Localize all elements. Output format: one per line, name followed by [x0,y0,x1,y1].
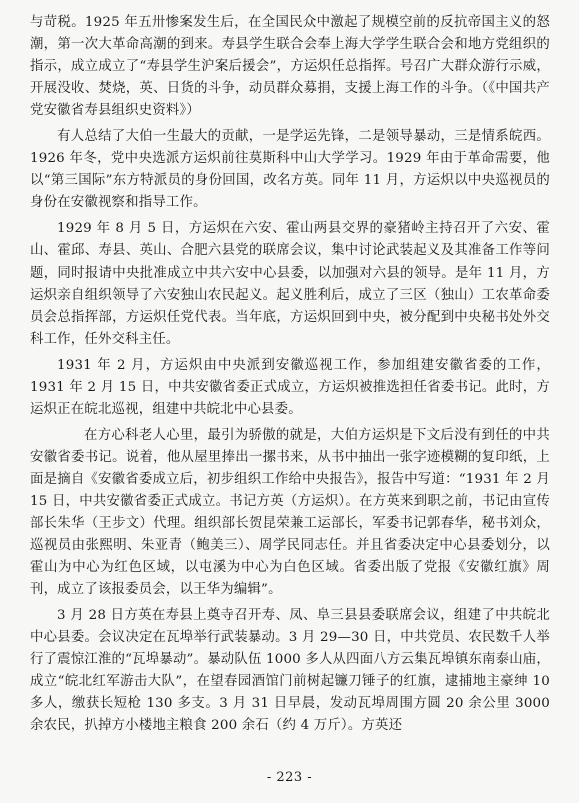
paragraph-3: 1929 年 8 月 5 日，方运炽在六安、霍山两县交界的豪猪岭主持召开了六安、霍山、霍邱、寿县、英山、合肥六县党的联席会议，集中讨论武装起义及其准备工作等问题，同时报请中央批准成立中共六安中心县委，以加强对六县的领导。是年 11 月，方运炽亲自组织领导了六安独山农民起义。起义胜利后，成立了三区（独山）工农革命委员会总指挥部，方运炽任党代表。当年底，方运炽回到中央，被分配到中央秘书处外交科工作，任外交科主任。 [30,221,550,347]
paragraph-2: 有人总结了大伯一生最大的贡献，一是学运先锋，二是领导暴动，三是情系皖西。1926 年冬，党中央选派方运炽前往莫斯科中山大学学习。1929 年由于革命需要，他以“第三国际”东方特派员的身份回国，改名方英。同年 11 月，方运炽以中央巡视员的身份在安徽视察和指导工作。 [30,129,550,211]
paragraph-1: 与苛税。1925 年五卅惨案发生后，在全国民众中激起了规模空前的反抗帝国主义的怒潮，第一次大革命高潮的到来。寿县学生联合会奉上海大学学生联合会和地方党组织的指示，成立成立了“寿县学生沪案后援会”，方运炽任总指挥。号召广大群众游行示威，开展没收、焚烧，英、日货的斗争，动员群众募捐，支援上海工作的斗争。（《中国共产党安徽省寿县组织史资料》） [30,15,550,119]
page-number: - 223 - [266,770,313,785]
paragraph-4: 1931 年 2 月，方运炽由中央派到安徽巡视工作，参加组建安徽省委的工作，1931 年 2 月 15 日，中共安徽省委正式成立，方运炽被推选担任省委书记。此时，方运炽正在皖北巡视，组建中共皖北中心县委。 [30,357,550,417]
paragraph-6: 3 月 28 日方英在寿县上奠寺召开寿、凤、阜三县县委联席会议，组建了中共皖北中心县委。会议决定在瓦埠举行武装暴动。3 月 29—30 日，中共党员、农民数千人举行了震惊江淮的“瓦埠暴动”。暴动队伍 1000 多人从四面八方云集瓦埠镇东南泰山庙，成立“皖北红军游击大队”，在望春园酒馆门前树起镰刀锤子的红旗，逮捕地主豪绅 10 多人，缴获长短枪 130 多支。3 月 31 日早晨，发动瓦埠周围方圆 20 余公里 3000 余农民，扒掉方小楼地主粮食 200 余石（约 4 万斤）。方英还 [30,608,550,734]
document-page [30,12,550,738]
paragraph-5: 在方心科老人心里，最引为骄傲的就是，大伯方运炽是下文后没有到任的中共安徽省委书记。说着，他从屋里捧出一摞书来，从书中抽出一张字迹模糊的复印纸，上面是摘自《安徽省委成立后，初步组织工作给中央报告》，报告中写道：“1931 年 2 月 15 日，中共安徽省委正式成立。书记方英（方运炽）。在方英来到职之前，书记由宣传部长朱华（王步文）代理。组织部长贺昆荣兼工运部长，军委书记郭春华，秘书刘众，巡视员由张熙明、朱亚青（鲍美三）、周学民同志任。并且省委决定中心县委划分，以霍山为中心为红色区域，以屯溪为中心为白色区域。省委出版了党报《安徽红旗》周刊，成立了该报委员会，以王华为编辑”。 [30,427,550,598]
